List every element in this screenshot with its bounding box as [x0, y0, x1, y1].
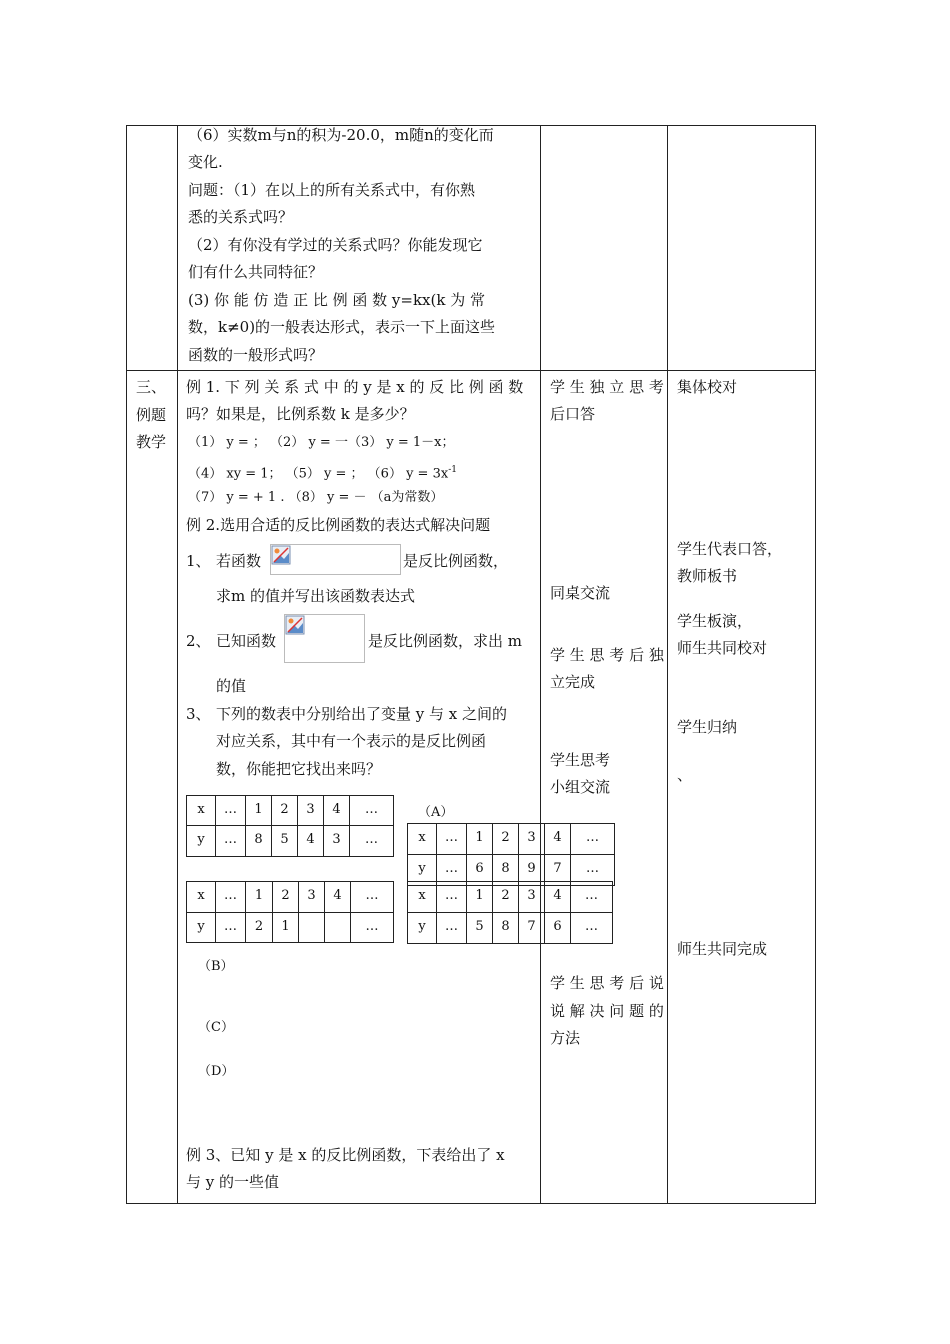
exponent: -1 [448, 465, 457, 475]
table-cell: x [407, 881, 437, 913]
table-cell: 8 [492, 912, 519, 944]
table-cell: y [186, 912, 216, 943]
example3-line: 例 3、已知 y 是 x 的反比例函数，下表给出了 x [186, 1146, 505, 1164]
teacher-activity: 师生共同完成 [677, 940, 768, 958]
table-cell: 3 [518, 881, 545, 913]
table-bottom-border [126, 1203, 816, 1204]
table-cell: 2 [245, 912, 273, 943]
table-cell: 4 [297, 825, 324, 857]
q1-text-after: 是反比例函数， [403, 552, 509, 570]
example2-title: 例 2.选用合适的反比例函数的表达式解决问题 [186, 516, 491, 534]
student-activity: 同桌交流 [550, 584, 611, 602]
label-a: （A） [418, 805, 454, 820]
table-cell: … [215, 825, 246, 857]
q2-line2: 的值 [216, 677, 247, 695]
teacher-activity: 师生共同校对 [677, 639, 768, 657]
table-cell: … [570, 854, 615, 886]
table-cell: 8 [245, 825, 272, 857]
col-divider-3 [667, 125, 668, 1204]
table-cell: … [436, 881, 467, 913]
teacher-activity: 教师板书 [677, 567, 738, 585]
table-cell: … [570, 912, 613, 944]
student-activity: 学 生 独 立 思 考 [550, 378, 664, 396]
table-cell: 1 [272, 912, 299, 943]
example3-line: 与 y 的一些值 [186, 1173, 280, 1191]
table-cell: 1 [245, 795, 272, 826]
table-cell: x [186, 881, 216, 913]
example1-item-text: （4） xy = 1； （5） y = ； （6） y = 3x [188, 466, 449, 482]
q1-text: 若函数 [216, 552, 262, 570]
table-cell: … [436, 912, 467, 944]
table-cell: 3 [323, 825, 350, 857]
q3-line: 数，你能把它找出来吗？ [216, 760, 382, 778]
table-cell: y [407, 912, 437, 944]
example1-item [188, 460, 457, 484]
row1-line: (3) 你 能 仿 造 正 比 例 函 数 y=kx(k 为 常 [188, 291, 485, 309]
teacher-activity: 学生代表口答， [677, 540, 783, 558]
table-cell: 2 [272, 881, 299, 913]
row1-line: （2）有你没有学过的关系式吗？你能发现它 [188, 236, 483, 254]
table-cell: … [350, 912, 394, 943]
broken-image-icon [271, 545, 291, 565]
table-cell: … [436, 854, 467, 886]
q1-formula-image [270, 544, 401, 575]
table-cell: x [407, 823, 437, 855]
student-activity: 学生思考 [550, 751, 611, 769]
broken-image-icon [285, 615, 305, 635]
col-divider-1 [177, 125, 178, 1204]
example1-item: （1） y = ； （2） y = 一（3） y = 1－x； [188, 435, 455, 450]
example1-title: 例 1. 下 列 关 系 式 中 的 y 是 x 的 反 比 例 函 数 [186, 378, 524, 396]
row1-line: 函数的一般形式吗？ [188, 346, 324, 364]
table-cell: … [215, 881, 246, 913]
table-cell: 5 [271, 825, 298, 857]
section-label-line: 教学 [136, 433, 167, 451]
table-cell: 2 [271, 795, 298, 826]
teacher-activity: 学生板演， [677, 612, 753, 630]
table-cell: … [349, 795, 394, 826]
table-cell: 1 [466, 823, 493, 855]
table-cell: … [570, 823, 615, 855]
table-cell [324, 912, 351, 943]
row1-line: 数，k≠0)的一般表达形式，表示一下上面这些 [188, 318, 496, 336]
label-c: （C） [198, 1020, 234, 1035]
q2-text: 已知函数 [216, 632, 277, 650]
student-activity: 学 生 思 考 后 独 [550, 646, 664, 664]
table-cell: … [570, 881, 613, 913]
section-label-line: 例题 [136, 406, 167, 424]
table-cell: 6 [466, 854, 493, 886]
table-cell: 7 [544, 854, 571, 886]
table-cell: 3 [518, 823, 545, 855]
row1-line: （6）实数m与n的积为-20.0，m随n的变化而 [188, 126, 494, 144]
table-cell: 2 [492, 881, 519, 913]
q3-line: 对应关系，其中有一个表示的是反比例函 [216, 732, 487, 750]
student-activity: 小组交流 [550, 778, 611, 796]
table-cell: 4 [324, 881, 351, 913]
q1-line2: 求m 的值并写出该函数表达式 [216, 587, 415, 605]
table-cell: … [350, 881, 394, 913]
example1-title: 吗？如果是，比例系数 k 是多少？ [186, 405, 415, 423]
row1-line: 变化. [188, 153, 223, 171]
table-cell: 2 [492, 823, 519, 855]
section-label-line: 三、 [136, 378, 167, 396]
table-cell: 6 [544, 912, 571, 944]
student-activity: 立完成 [550, 673, 596, 691]
col-divider-2 [540, 125, 541, 1204]
q3-number: 3、 [186, 705, 211, 723]
q3-line: 下列的数表中分别给出了变量 y 与 x 之间的 [216, 705, 508, 723]
q2-text-after: 是反比例函数，求出 m [368, 632, 522, 650]
table-cell: 4 [544, 823, 571, 855]
label-d: （D） [198, 1064, 235, 1079]
table-cell: 1 [466, 881, 493, 913]
table-cell: 3 [297, 795, 324, 826]
q2-number: 2、 [186, 632, 211, 650]
teacher-activity: 学生归纳 [677, 718, 738, 736]
row1-line: 们有什么共同特征？ [188, 263, 324, 281]
table-cell: 3 [298, 881, 325, 913]
q2-formula-image [284, 614, 365, 663]
table-left-border [126, 125, 127, 1204]
student-activity: 后口答 [550, 405, 596, 423]
q1-number: 1、 [186, 552, 211, 570]
table-cell: y [186, 825, 216, 857]
table-cell: … [349, 825, 394, 857]
table-cell: x [186, 795, 216, 826]
row-divider [126, 370, 816, 371]
table-cell [298, 912, 325, 943]
table-cell: … [215, 795, 246, 826]
table-cell: 1 [245, 881, 273, 913]
table-cell: … [215, 912, 246, 943]
student-activity: 说 解 决 问 题 的 [550, 1002, 664, 1020]
table-cell: 8 [492, 854, 519, 886]
table-cell: y [407, 854, 437, 886]
table-cell: 5 [466, 912, 493, 944]
table-right-border [815, 125, 816, 1204]
teacher-activity: 集体校对 [677, 378, 738, 396]
teacher-activity: 、 [677, 766, 693, 784]
label-b: （B） [198, 959, 234, 974]
table-cell: 4 [323, 795, 350, 826]
table-cell: 4 [544, 881, 571, 913]
table-cell: 9 [518, 854, 545, 886]
example1-item: （7） y = + 1 . （8） y = － （a为常数） [188, 490, 444, 505]
row1-line: 问题：（1）在以上的所有关系式中，有你熟 [188, 181, 476, 199]
student-activity: 方法 [550, 1029, 581, 1047]
row1-line: 悉的关系式吗？ [188, 208, 294, 226]
student-activity: 学 生 思 考 后 说 [550, 974, 664, 992]
table-cell: … [436, 823, 467, 855]
table-cell: 7 [518, 912, 545, 944]
